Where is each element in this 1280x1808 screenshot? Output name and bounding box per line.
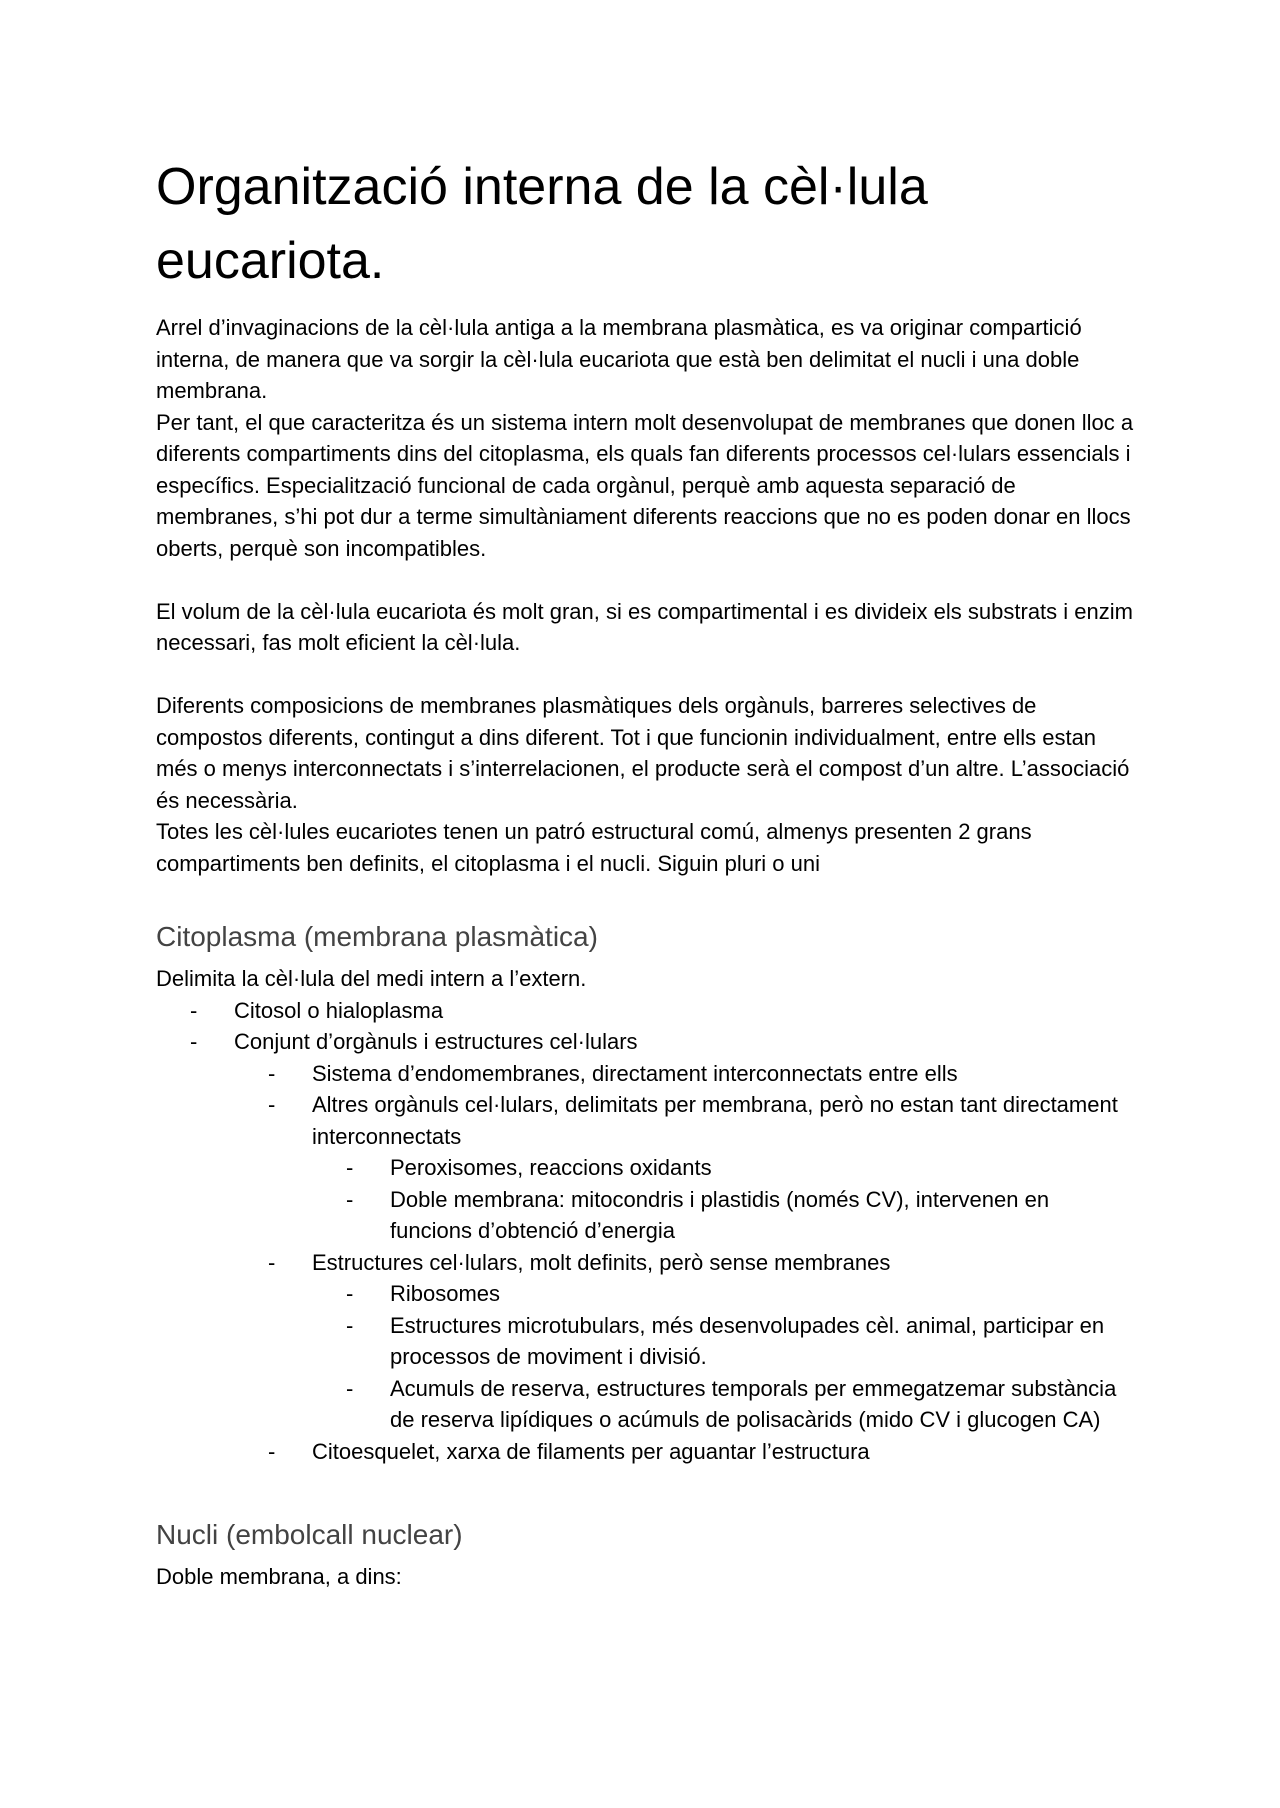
citoplasma-list: [156, 995, 1136, 1468]
list-item-text: Ribosomes: [390, 1281, 501, 1306]
section-heading-nucli: Nucli (embolcall nuclear): [156, 1519, 463, 1550]
dash-mark: -: [346, 1375, 354, 1401]
dash-mark: -: [268, 1060, 276, 1086]
list-item-text: Estructures cel·lulars, molt definits, però sense membranes: [312, 1249, 891, 1275]
section-heading-citoplasma: Citoplasma (membrana plasmàtica): [156, 921, 598, 952]
paragraph-gap: [156, 564, 1136, 596]
intro-paragraph-5: Totes les cèl·lules eucariotes tenen un patró estructural comú, almenys presenten 2 grans compartiments ben definits, el citoplasma i el nucli. Siguin pluri o uni: [156, 819, 1032, 876]
dash-mark: -: [190, 1029, 198, 1054]
dash-mark: -: [346, 1155, 354, 1180]
list-item-text: Citosol o hialoplasma: [234, 997, 444, 1023]
list-item-text: Acumuls de reserva, estructures temporals per emmegatzemar substància de reserva lipídiques o acúmuls de polisacàrids (mido CV i glucogen CA): [390, 1375, 1117, 1432]
list-item-text: Altres orgànuls cel·lulars, delimitats per membrana, però no estan tant directament interconnectats: [312, 1092, 1118, 1149]
paragraph-gap: [156, 659, 1136, 691]
list-item: [190, 995, 1136, 1027]
list-item-text: Doble membrana: mitocondris i plastidis (només CV), intervenen en funcions d’obtenció d’energia: [390, 1186, 1050, 1243]
list-item: [268, 1436, 1136, 1468]
list-item-text: Estructures microtubulars, més desenvolupades cèl. animal, participar en processos de moviment i divisió.: [390, 1312, 1105, 1369]
list-item-text: Sistema d’endomembranes, directament interconnectats entre ells: [312, 1060, 958, 1086]
dash-mark: -: [346, 1312, 354, 1338]
list-item: [346, 1373, 1136, 1436]
citoplasma-text: Delimita la cèl·lula del medi intern a l’extern.: [156, 966, 587, 991]
dash-mark: -: [268, 1249, 276, 1275]
list-item: [268, 1089, 1136, 1247]
list-item: [268, 1247, 1136, 1436]
dash-mark: -: [268, 1092, 276, 1117]
list-item-text: Peroxisomes, reaccions oxidants: [390, 1155, 712, 1180]
organuls-sublist: [156, 1058, 1136, 1468]
dash-mark: -: [346, 1281, 354, 1306]
list-item: [346, 1310, 1136, 1373]
intro-paragraph-3: El volum de la cèl·lula eucariota és molt gran, si es compartimental i es divideix els substrats i enzim necessari, fas molt eficient la cèl·lula.: [156, 598, 1133, 655]
document-page: [156, 150, 1136, 1593]
dash-mark: -: [268, 1438, 276, 1464]
list-item: [190, 1026, 1136, 1467]
dash-mark: -: [190, 997, 198, 1023]
estructures-sublist: [156, 1278, 1136, 1436]
intro-paragraph-1: Arrel d’invaginacions de la cèl·lula antiga a la membrana plasmàtica, es va originar compartició interna, de manera que va sorgir la cèl·lula eucariota que està ben delimitat el nucli i una doble membrana.: [156, 315, 1082, 403]
list-item: [346, 1278, 1136, 1310]
list-item: [268, 1058, 1136, 1090]
intro-paragraph-2: Per tant, el que caracteritza és un sistema intern molt desenvolupat de membranes que donen lloc a diferents compartiments dins del citoplasma, els quals fan diferents processos cel·lulars essencials i específics. Especialització funcional de cada orgànul, perquè amb aquesta separació de membranes, s’hi pot dur a terme simultàniament diferents reaccions que no es poden donar en llocs oberts, perquè son incompatibles.: [156, 409, 1134, 561]
nucli-text: Doble membrana, a dins:: [156, 1564, 402, 1589]
page-title: Organització interna de la cèl·lula eucariota.: [156, 158, 928, 290]
list-item: [346, 1152, 1136, 1184]
list-item: [346, 1184, 1136, 1247]
dash-mark: -: [346, 1186, 354, 1212]
section-spacer: [156, 1467, 1136, 1507]
list-item-text: Citoesquelet, xarxa de filaments per aguantar l’estructura: [312, 1438, 870, 1464]
intro-paragraph-4: Diferents composicions de membranes plasmàtiques dels orgànuls, barreres selectives de compostos diferents, contingut a dins diferent. Tot i que funcionin individualment, entre ells estan més o menys interconnectats i s’interrelacionen, el producte serà el compost d’un altre. L’associació és necessària.: [156, 693, 1130, 813]
altres-sublist: [156, 1152, 1136, 1247]
list-item-text: Conjunt d’orgànuls i estructures cel·lulars: [234, 1029, 638, 1054]
